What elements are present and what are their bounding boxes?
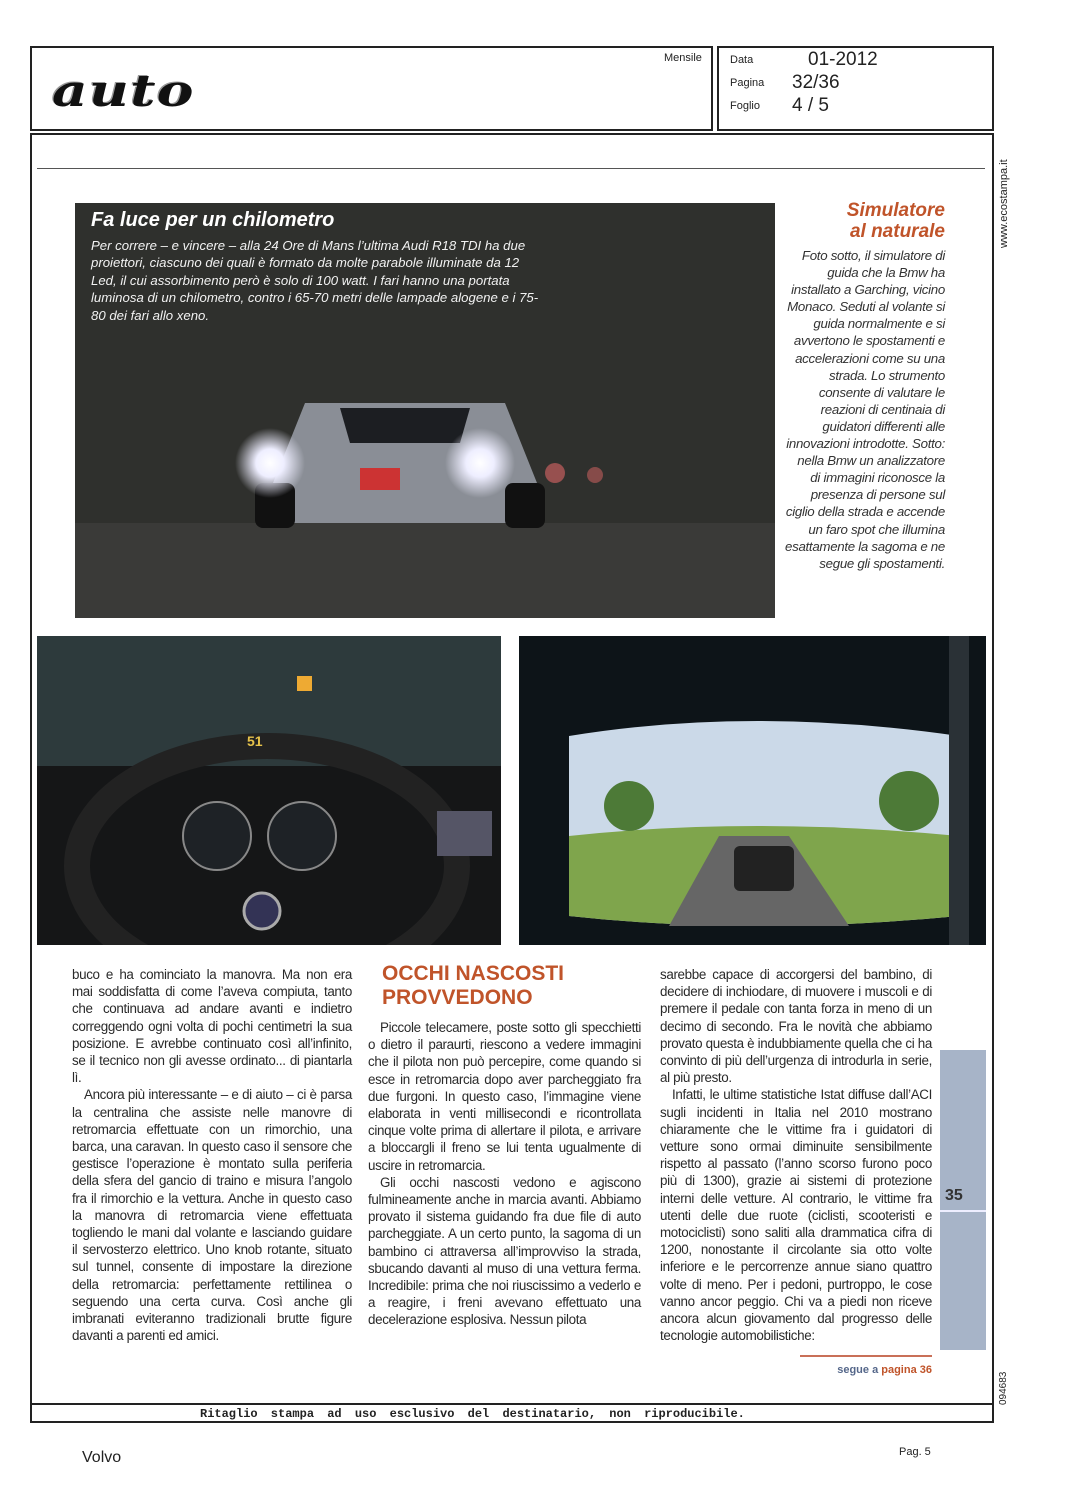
sidebar-title [790,200,945,242]
data-value: 01-2012 [808,49,878,70]
paragraph: Gli occhi nascosti vedono e agiscono fulmineamente anche in marcia avanti. Abbiamo provato il sistema guidando fra due file di auto parcheggiate. A un certo punto, la sagoma di un bambino ci attraversa all’improvviso la strada, sbucando davanti al muso di una vettura ferma. Incredibile: prima che noi riuscissimo a vederlo e a reagire, i freni avevano effettuato una decelerazione esplosiva. Nessun pilota [368,1174,641,1328]
client-name: Volvo [82,1449,122,1466]
dashboard-illustration [37,636,501,945]
simulator-illustration [519,636,986,945]
photo-caption-text: Per correre – e vincere – alla 24 Ore di Mans l’ultima Audi R18 TDI ha due proiettori, ciascuno dei quali è formato da molte parabole illuminate da 12 Led, il cui assorbimento però è solo di 100 watt. I fari hanno una portata luminosa di un chilometro, contro i 65-70 metri delle lampade alogene e i 75-80 dei fari allo xeno. [91,238,539,323]
paragraph: Ancora più interessante – e di aiuto – ci è parsa la centralina che assiste nelle manovre di retromarcia effettuate con un rimorchio, una barca, una caravan. In questo caso il sensore che gestisce l’operazione è montato sulla periferia della sfera del gancio di traino e misura l’angolo fra il rimorchio e la vettura. Anche in questo caso la manovra di retromarcia viene effettuata togliendo le mani dal volante e lasciando guidare il servosterzo elettrico. Uno knob rotante, situato sul tunnel, consente di impostare la direzione della retromarcia: perfettamente rettilinea o seguendo una certa curva. Così anche gli imbranati eviteranno tradizionali brutte figure davanti a parenti ed amici. [72,1087,352,1344]
site-mark: www.ecostampa.it [998,159,1010,248]
magazine-page-number: 35 [945,1187,963,1204]
continued-page: pagina 36 [881,1364,932,1376]
page-tab-divider [940,1210,986,1212]
sidebar-text: Foto sotto, il simulatore di guida che la Bmw ha installato a Garching, vicino Monaco. Seduti al volante si guida normalmente e si avvertono le spostamenti e accelerazioni come su una strada. Lo strumento consente di valutare le reazioni di centinaia di guidatori differenti alle innovazioni introdotte. Sotto: nella Bmw un analizzatore di immagini riconosce la presenza di persone sul ciglio della strada e accende un faro spot che illumina esattamente la sagoma e ne segue gli spostamenti. [785,248,945,571]
frequency-label: Mensile [664,52,702,64]
top-rule [37,168,985,169]
photo-bmw-dashboard [37,636,501,945]
foglio-label: Foglio [730,100,760,112]
sidebar-title-line2: al naturale [849,221,945,242]
foglio-value: 4 / 5 [792,95,829,116]
page-indicator: Pag. 5 [899,1446,931,1458]
pagina-label: Pagina [730,77,765,89]
footer-notice: Ritaglio stampa ad uso esclusivo del destinatario, non riproducibile. [200,1407,745,1421]
continued-on [780,1364,932,1376]
paragraph: Piccole telecamere, poste sotto gli specchietti o dietro il paraurti, riescono a vedere immagini che il pilota non può percepire, come quando si esce in retromarcia dopo aver parcheggiato fra due furgoni. In questo caso, l’immagine viene elaborata in venti millisecondi e ricontrollata cinque volte prima di allertare il pilota, e arrivare a bloccargli il freno se lui tenta ugualmente di uscire in retromarcia. [368,1020,641,1173]
section-title: OCCHI NASCOSTI PROVVEDONO [382,962,565,1009]
continued-prefix: segue a [837,1364,879,1376]
sidebar-title-line1: Simulatore [846,200,945,221]
data-label: Data [730,54,754,66]
article-column-2 [368,1019,641,1329]
photo-caption-title: Fa luce per un chilometro [91,209,335,231]
article-column-3 [660,966,932,1344]
pagina-value: 32/36 [792,72,840,93]
paragraph: Infatti, le ultime statistiche Istat diffuse dall’ACI sugli incidenti in Italia nel 2010 mostrano chiaramente che le vittime fra i guidatori di vetture sono ormai diminuite sensibilmente rispetto al passato (l’anno scorso furono poco più di 1300), grazie ai sistemi di protezione interni delle vetture. Al contrario, le vittime fra utenti delle due ruote (ciclisti, scooteristi e motociclisti) sono saliti alla drammatica cifra di 1200, nonostante il circolante sia otto volte inferiore e le percorrenze annue siano quattro volte di meno. Per i pedoni, purtroppo, le cose vanno ancor peggio. Chi va a piedi non riceve ancora alcun giovamento dal progresso delle tecnologie automobilistiche: [660,1087,932,1344]
magazine-logo: auto [52,66,195,117]
continued-rule [800,1355,932,1357]
paragraph: buco e ha cominciato la manovra. Ma non era mai soddisfatta di come l’aveva compiuta, tanto che continuava ad andare avanti e indietro correggendo ogni volta di pochi centimetri la sua posizione. E avrebbe continuato così all’infinito, se il tecnico non gli avesse ordinato... di piantarla lì. [72,967,352,1086]
article-column-1 [72,966,352,1344]
photo-audi-r18-night [75,203,775,618]
photo-bmw-simulator [519,636,986,945]
paragraph: sarebbe capace di accorgersi del bambino, di decidere di inchiodare, di muovere i muscoli e di premere il pedale con tanta forza in meno di un decimo di secondo. Fra le novità che abbiamo provato questa è indubbiamente quella che ci ha convinto di più dell’urgenza di introdurla in serie, al più presto. [660,967,932,1086]
code-mark: 094683 [998,1371,1009,1405]
hud-speed: 51 [247,733,263,749]
